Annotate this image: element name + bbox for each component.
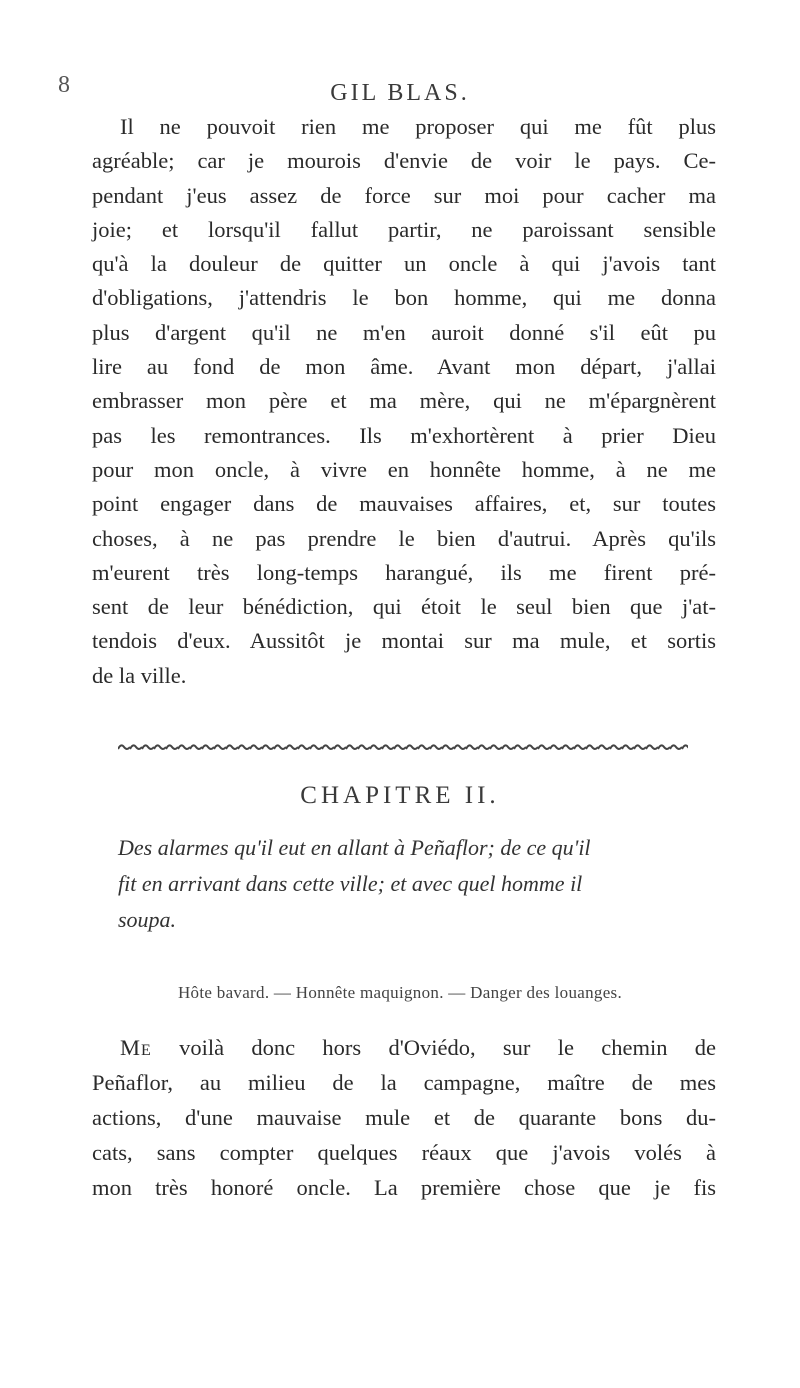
text-line: pendant j'eus assez de force sur moi pour cacher ma [92, 182, 716, 208]
text-line: choses, à ne pas prendre le bien d'autrui. Après qu'ils [92, 525, 716, 551]
text-line: Il ne pouvoit rien me proposer qui me fût plus [120, 114, 716, 139]
text-line: qu'à la douleur de quitter un oncle à qui j'avois tant [92, 251, 716, 277]
page-number: 8 [58, 72, 70, 98]
text-line: m'eurent très long-temps harangué, ils me firent pré- [92, 559, 716, 585]
chapter-summary [118, 830, 718, 938]
text-line [92, 1030, 716, 1065]
text-line-rest: voilà donc hors d'Oviédo, sur le chemin de [151, 1035, 716, 1060]
text-line: pas les remontrances. Ils m'exhortèrent à prier Dieu [92, 422, 716, 448]
text-line: point engager dans de mauvaises affaires, et, sur toutes [92, 491, 716, 517]
text-line: d'obligations, j'attendris le bon homme, qui me donna [92, 285, 716, 311]
summary-line: soupa. [118, 907, 177, 932]
text-line: sent de leur bénédiction, qui étoit le seul bien que j'at- [92, 594, 716, 620]
text-line: embrasser mon père et ma mère, qui ne m'épargnèrent [92, 388, 716, 414]
paragraph-1 [92, 110, 716, 693]
text-line: de la ville. [92, 662, 187, 688]
summary-line: Des alarmes qu'il eut en allant à Peñaflor; de ce qu'il [118, 835, 591, 860]
text-line: joie; et lorsqu'il fallut partir, ne paroissant sensible [92, 216, 716, 242]
text-line: plus d'argent qu'il ne m'en auroit donné s'il eût pu [92, 319, 716, 345]
running-title: GIL BLAS. [330, 80, 470, 106]
paragraph-2 [92, 1030, 716, 1205]
ornamental-rule [118, 740, 688, 754]
text-line: agréable; car je mourois d'envie de voir le pays. Ce- [92, 148, 716, 174]
text-line: actions, d'une mauvaise mule et de quarante bons du- [92, 1105, 716, 1130]
summary-line: fit en arrivant dans cette ville; et avec quel homme il [118, 871, 583, 896]
text-line: Peñaflor, au milieu de la campagne, maître de mes [92, 1070, 716, 1095]
chapter-title: CHAPITRE II. [300, 782, 500, 809]
text-line: cats, sans compter quelques réaux que j'avois volés à [92, 1140, 716, 1165]
text-line: mon très honoré oncle. La première chose que je fis [92, 1175, 716, 1200]
chapter-topics: Hôte bavard. — Honnête maquignon. — Danger des louanges. [177, 983, 623, 1002]
opening-word: Me [120, 1035, 152, 1060]
text-line: tendois d'eux. Aussitôt je montai sur ma mule, et sortis [92, 628, 716, 654]
text-line: pour mon oncle, à vivre en honnête homme, à ne me [92, 456, 716, 482]
text-line: lire au fond de mon âme. Avant mon départ, j'allai [92, 354, 716, 380]
